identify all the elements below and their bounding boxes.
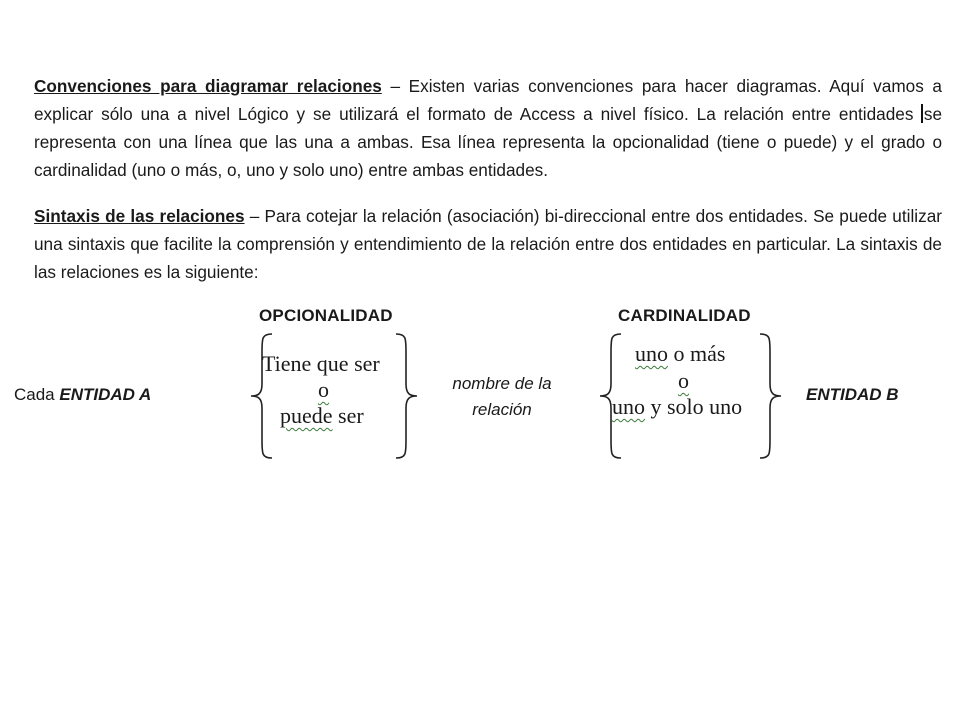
entity-a <box>14 385 151 405</box>
opcionalidad-option-o: o <box>318 377 329 402</box>
opcionalidad-option-puede-word: puede <box>280 403 333 428</box>
right-brace-cardinalidad <box>756 332 784 460</box>
relation-name-line1: nombre de la <box>452 374 552 393</box>
right-brace-opcionalidad <box>392 332 420 460</box>
cardinalidad-option-uno-o-mas-rest: o más <box>668 341 726 366</box>
opcionalidad-label: OPCIONALIDAD <box>259 306 393 325</box>
paragraph-sintaxis-text: – Para cotejar la relación (asociación) bi-direccional entre dos entidades. Se puede utilizar una sintaxis que facilite la comprensión y entendimiento de la relación entre dos entidades en particular. La sintaxis de las relaciones es la siguiente: <box>34 206 942 282</box>
entity-b: ENTIDAD B <box>806 385 899 404</box>
paragraph-convenciones-text-1: – Existen varias convenciones para hacer diagramas. Aquí vamos a explicar sólo una a nivel Lógico y se utilizará el formato de Access a nivel físico. La relación entre entidades <box>34 76 942 124</box>
cardinalidad-option-uno-y-solo-uno <box>612 394 742 420</box>
opcionalidad-option-tiene: Tiene que ser <box>262 351 380 376</box>
paragraph-convenciones-text-2: se representa con una línea que las una a ambas. Esa línea representa la opcionalidad (tiene o puede) y el grado o cardinalidad (uno o más, o, uno y solo uno) entre ambas entidades. <box>34 104 942 180</box>
opcionalidad-option-puede <box>280 403 364 429</box>
entity-a-name: ENTIDAD A <box>59 385 152 404</box>
opcionalidad-option-puede-rest: ser <box>332 403 364 428</box>
cardinalidad-option-o: o <box>678 368 689 393</box>
cardinalidad-label: CARDINALIDAD <box>618 306 751 325</box>
cardinalidad-option-uno-o-mas <box>635 341 725 367</box>
heading-convenciones: Convenciones para diagramar relaciones <box>34 76 382 96</box>
relation-name <box>432 371 572 423</box>
cardinalidad-option-uno-word: uno <box>635 341 668 366</box>
cardinalidad-option-uno-y-solo-uno-rest: y solo uno <box>645 394 743 419</box>
paragraph-sintaxis <box>34 202 942 286</box>
text-cursor <box>921 104 923 123</box>
relation-name-line2: relación <box>472 400 532 419</box>
cardinalidad-option-uno-y-word: uno <box>612 394 645 419</box>
paragraph-convenciones <box>34 72 942 184</box>
heading-sintaxis: Sintaxis de las relaciones <box>34 206 245 226</box>
entity-a-prefix: Cada <box>14 385 60 404</box>
